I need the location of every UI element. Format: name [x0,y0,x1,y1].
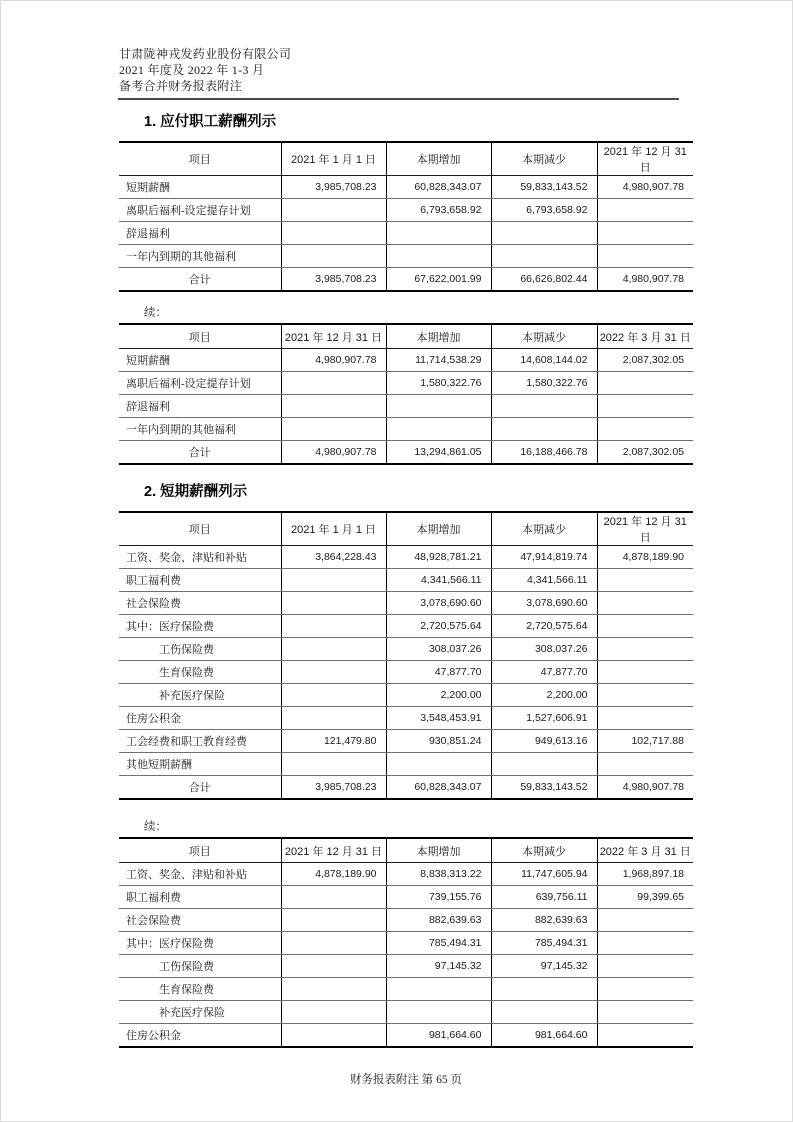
cell-value [597,909,693,932]
cell-value [281,932,386,955]
cell-value [597,1001,693,1024]
cell-value [386,978,491,1001]
row-label: 职工福利费 [119,569,281,592]
cell-value: 882,639.63 [491,909,597,932]
column-header: 2021 年 1 月 1 日 [281,142,386,176]
cell-value: 8,838,313.22 [386,863,491,886]
cell-value [281,395,386,418]
cell-value: 4,980,907.78 [622,781,684,793]
cell-value: 2,087,302.05 [622,446,684,458]
cell-value: 47,877.70 [491,661,597,684]
cell-value: 16,188,466.78 [491,441,597,465]
cell-value [386,245,491,268]
cell-value [597,684,693,707]
cell-value [386,222,491,245]
row-label: 补充医疗保险 [119,684,281,707]
cell-value [597,955,693,978]
table-row [119,441,693,465]
table-row [119,176,693,199]
row-label: 合计 [119,441,281,465]
company-name: 甘肃陇神戎发药业股份有限公司 [119,47,292,61]
row-label: 工伤保险费 [119,638,281,661]
table-row [119,245,693,268]
header-divider [118,98,679,100]
cell-value [281,199,386,222]
table-row [119,909,693,932]
cell-value: 97,145.32 [491,955,597,978]
cell-value: 4,980,907.78 [622,273,684,285]
cell-value: 11,714,538.29 [386,349,491,372]
cell-value [597,978,693,1001]
cell-value: 67,622,001.99 [386,268,491,292]
cell-value [491,978,597,1001]
cell-value [597,222,693,245]
cell-value [386,395,491,418]
row-label: 短期薪酬 [119,176,281,199]
column-header: 2022 年 3 月 31 日 [597,838,693,863]
cell-value [597,615,693,638]
cell-value: 102,717.88 [597,730,693,753]
cell-value: 308,037.26 [386,638,491,661]
column-header: 项目 [119,142,281,176]
cell-value: 981,664.60 [491,1024,597,1048]
cell-value: 6,793,658.92 [386,199,491,222]
cell-value [491,1001,597,1024]
cell-value [281,684,386,707]
cell-value: 4,878,189.90 [597,546,693,569]
cell-value: 14,608,144.02 [491,349,597,372]
page-footer: 财务报表附注 第 65 页 [349,1074,463,1086]
cell-value: 59,833,143.52 [491,176,597,199]
cell-value [281,955,386,978]
row-label: 职工福利费 [119,886,281,909]
cell-value: 4,341,566.11 [386,569,491,592]
column-header: 项目 [119,512,281,546]
cell-value [281,753,386,776]
table-row [119,372,693,395]
row-label: 一年内到期的其他福利 [119,418,281,441]
cell-value: 3,864,228.43 [281,546,386,569]
row-label: 其中：医疗保险费 [119,932,281,955]
cell-value [281,615,386,638]
page-content [119,1,693,1087]
cell-value: 48,928,781.21 [386,546,491,569]
header-row [119,324,693,349]
column-header: 2021 年 12 月 31 日 [597,512,693,546]
table-row [119,268,693,292]
cell-value [281,886,386,909]
employee-compensation-table-continued [119,323,693,465]
row-label: 合计 [119,776,281,800]
short-term-compensation-table [119,511,693,800]
column-header: 2021 年 1 月 1 日 [281,512,386,546]
cell-value [281,592,386,615]
cell-value: 97,145.32 [386,955,491,978]
table-row [119,638,693,661]
table-row [119,1024,693,1048]
cell-value: 3,985,708.23 [281,176,386,199]
row-label: 工资、奖金、津贴和补贴 [119,863,281,886]
cell-value: 639,756.11 [491,886,597,909]
cell-value: 2,200.00 [491,684,597,707]
cell-value: 3,985,708.23 [281,776,386,800]
row-label: 工资、奖金、津贴和补贴 [119,546,281,569]
table-row [119,730,693,753]
table-row [119,615,693,638]
cell-value: 3,985,708.23 [281,268,386,292]
cell-value [597,638,693,661]
column-header: 2021 年 12 月 31 日 [281,838,386,863]
column-header: 本期增加 [386,142,491,176]
cell-value [281,707,386,730]
cell-value: 4,980,907.78 [281,349,386,372]
table-row [119,661,693,684]
table-row [119,569,693,592]
cell-value [597,1024,693,1048]
cell-value: 47,877.70 [386,661,491,684]
cell-value [281,372,386,395]
cell-value [597,569,693,592]
cell-value [597,592,693,615]
cell-value [281,978,386,1001]
table-row [119,546,693,569]
report-period: 2021 年度及 2022 年 1-3 月 [119,63,265,77]
table-row [119,349,693,372]
continuation-label: 续： [144,821,167,833]
cell-value: 1,580,322.76 [386,372,491,395]
column-header: 本期增加 [386,838,491,863]
table-row [119,1001,693,1024]
cell-value: 3,078,690.60 [386,592,491,615]
table-row [119,684,693,707]
cell-value [386,418,491,441]
row-label: 生育保险费 [119,661,281,684]
table-row [119,886,693,909]
employee-compensation-table [119,141,693,292]
row-label: 生育保险费 [119,978,281,1001]
cell-value: 949,613.16 [491,730,597,753]
cell-value: 4,878,189.90 [281,863,386,886]
cell-value: 66,626,802.44 [491,268,597,292]
cell-value: 60,828,343.07 [386,176,491,199]
cell-value: 60,828,343.07 [386,776,491,800]
table-row [119,707,693,730]
row-label: 一年内到期的其他福利 [119,245,281,268]
cell-value [281,245,386,268]
header-row [119,838,693,863]
cell-value: 308,037.26 [491,638,597,661]
row-label: 社会保险费 [119,592,281,615]
cell-value [491,222,597,245]
cell-value [491,245,597,268]
cell-value [597,753,693,776]
cell-value [597,418,693,441]
cell-value: 47,914,819.74 [491,546,597,569]
cell-value [597,707,693,730]
row-label: 合计 [119,268,281,292]
cell-value [281,1024,386,1048]
column-header: 本期减少 [491,142,597,176]
section-1-heading: 1. 应付职工薪酬列示 [144,114,277,130]
doc-title: 备考合并财务报表附注 [119,79,243,93]
table-row [119,932,693,955]
cell-value [597,199,693,222]
table-row [119,395,693,418]
table-row [119,776,693,800]
cell-value: 4,980,907.78 [281,441,386,465]
row-label: 住房公积金 [119,707,281,730]
cell-value [281,909,386,932]
cell-value [281,222,386,245]
row-label: 短期薪酬 [119,349,281,372]
cell-value [386,1001,491,1024]
cell-value [281,661,386,684]
header-row [119,512,693,546]
cell-value [281,1001,386,1024]
cell-value: 3,078,690.60 [491,592,597,615]
row-label: 补充医疗保险 [119,1001,281,1024]
column-header: 项目 [119,324,281,349]
table-row [119,955,693,978]
cell-value [597,395,693,418]
cell-value: 2,087,302.05 [597,349,693,372]
cell-value [281,569,386,592]
cell-value: 3,548,453.91 [386,707,491,730]
cell-value: 1,580,322.76 [491,372,597,395]
cell-value [386,753,491,776]
row-label: 社会保险费 [119,909,281,932]
row-label: 辞退福利 [119,395,281,418]
table-row [119,978,693,1001]
short-term-compensation-table-continued [119,837,693,1048]
cell-value: 2,720,575.64 [386,615,491,638]
cell-value [281,638,386,661]
table-row [119,222,693,245]
cell-value: 1,968,897.18 [597,863,693,886]
column-header: 本期减少 [491,512,597,546]
cell-value [491,395,597,418]
cell-value [491,418,597,441]
column-header: 2021 年 12 月 31 日 [281,324,386,349]
cell-value: 59,833,143.52 [491,776,597,800]
column-header: 本期减少 [491,324,597,349]
row-label: 其中：医疗保险费 [119,615,281,638]
document-header [119,1,693,94]
row-label: 住房公积金 [119,1024,281,1048]
cell-value [597,932,693,955]
table-row [119,199,693,222]
cell-value: 785,494.31 [491,932,597,955]
column-header: 本期增加 [386,324,491,349]
row-label: 其他短期薪酬 [119,753,281,776]
cell-value [597,372,693,395]
continuation-label: 续： [144,307,167,319]
row-label: 离职后福利-设定提存计划 [119,372,281,395]
table-row [119,863,693,886]
row-label: 离职后福利-设定提存计划 [119,199,281,222]
cell-value [281,418,386,441]
column-header: 2021 年 12 月 31 日 [597,142,693,176]
cell-value: 930,851.24 [386,730,491,753]
cell-value: 11,747,605.94 [491,863,597,886]
row-label: 工会经费和职工教育经费 [119,730,281,753]
cell-value: 6,793,658.92 [491,199,597,222]
cell-value [491,753,597,776]
cell-value [597,661,693,684]
cell-value: 882,639.63 [386,909,491,932]
cell-value: 13,294,861.05 [386,441,491,465]
cell-value [597,245,693,268]
cell-value: 739,155.76 [386,886,491,909]
section-2-heading: 2. 短期薪酬列示 [144,484,248,500]
row-label: 工伤保险费 [119,955,281,978]
cell-value: 121,479.80 [281,730,386,753]
table-row [119,753,693,776]
column-header: 本期增加 [386,512,491,546]
cell-value: 2,720,575.64 [491,615,597,638]
header-row [119,142,693,176]
cell-value: 2,200.00 [386,684,491,707]
table-row [119,592,693,615]
column-header: 本期减少 [491,838,597,863]
cell-value: 99,399.65 [597,886,693,909]
cell-value: 1,527,606.91 [491,707,597,730]
cell-value: 4,341,566.11 [491,569,597,592]
row-label: 辞退福利 [119,222,281,245]
column-header: 项目 [119,838,281,863]
cell-value: 4,980,907.78 [597,176,693,199]
table-row [119,418,693,441]
cell-value: 981,664.60 [386,1024,491,1048]
column-header: 2022 年 3 月 31 日 [597,324,693,349]
cell-value: 785,494.31 [386,932,491,955]
